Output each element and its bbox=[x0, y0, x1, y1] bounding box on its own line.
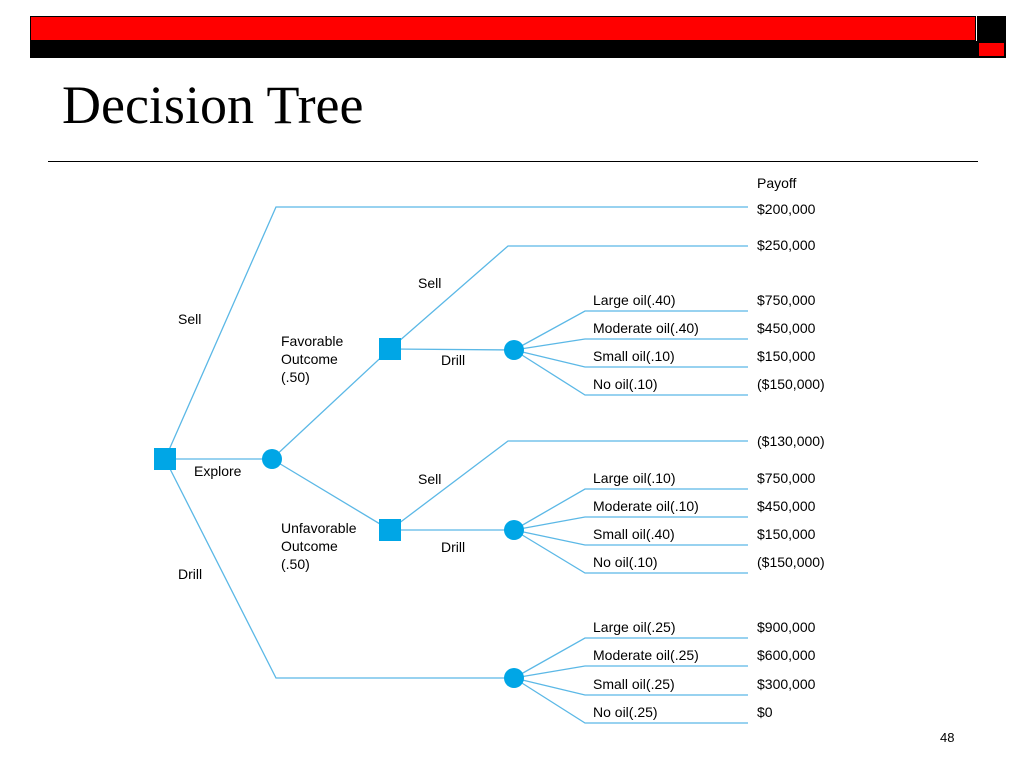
explore-chance-node bbox=[262, 449, 282, 469]
favorable-sell-label: Sell bbox=[418, 275, 442, 291]
favorable-drill-outcome-label-0: Large oil(.40) bbox=[593, 292, 676, 308]
direct-drill-payoff-2: $300,000 bbox=[757, 676, 816, 692]
unfavorable-drill-outcome-label-0: Large oil(.10) bbox=[593, 470, 676, 486]
favorable-drill-outcome-label-1: Moderate oil(.40) bbox=[593, 320, 699, 336]
favorable-outcome-label: Favorable Outcome (.50) bbox=[281, 333, 344, 385]
unfavorable-outcome-label: Unfavorable Outcome (.50) bbox=[281, 520, 357, 572]
direct-drill-chance-node bbox=[504, 668, 524, 688]
direct-drill-outcome-label-0: Large oil(.25) bbox=[593, 619, 676, 635]
favorable-drill-payoff-0: $750,000 bbox=[757, 292, 816, 308]
unfavorable-drill-outcome-label-2: Small oil(.40) bbox=[593, 526, 675, 542]
unfavorable-drill-payoff-2: $150,000 bbox=[757, 526, 816, 542]
root-drill-label: Drill bbox=[178, 566, 203, 582]
unfavorable-drill-chance-node bbox=[504, 520, 524, 540]
edge-root-drill bbox=[165, 459, 514, 678]
unfavorable-drill-payoff-1: $450,000 bbox=[757, 498, 816, 514]
unfavorable-sell-payoff: ($130,000) bbox=[757, 433, 825, 449]
favorable-drill-chance-node bbox=[504, 340, 524, 360]
favorable-sell-payoff: $250,000 bbox=[757, 237, 816, 253]
unfavorable-drill-outcome-label-3: No oil(.10) bbox=[593, 554, 658, 570]
edge-favorable-drill bbox=[390, 349, 514, 350]
favorable-drill-outcome-label-2: Small oil(.10) bbox=[593, 348, 675, 364]
unfavorable-drill-outcome-label-1: Moderate oil(.10) bbox=[593, 498, 699, 514]
unfavorable-drill-payoff-0: $750,000 bbox=[757, 470, 816, 486]
direct-drill-payoff-3: $0 bbox=[757, 704, 773, 720]
root-sell-payoff: $200,000 bbox=[757, 201, 816, 217]
unfavorable-drill-label: Drill bbox=[441, 539, 466, 555]
unfavorable-decision-node bbox=[379, 519, 401, 541]
unfavorable-drill-payoff-3: ($150,000) bbox=[757, 554, 825, 570]
favorable-drill-label: Drill bbox=[441, 352, 466, 368]
favorable-decision-node bbox=[379, 338, 401, 360]
root-decision-node bbox=[154, 448, 176, 470]
root-explore-label: Explore bbox=[194, 463, 242, 479]
tree-edges bbox=[165, 207, 748, 723]
direct-drill-outcome-label-3: No oil(.25) bbox=[593, 704, 658, 720]
slide-title: Decision Tree bbox=[62, 75, 364, 135]
unfavorable-sell-label: Sell bbox=[418, 471, 442, 487]
favorable-drill-payoff-2: $150,000 bbox=[757, 348, 816, 364]
direct-drill-payoff-1: $600,000 bbox=[757, 647, 816, 663]
payoff-header: Payoff bbox=[757, 175, 797, 191]
tree-nodes bbox=[154, 338, 524, 688]
page-number: 48 bbox=[940, 730, 955, 745]
favorable-drill-payoff-1: $450,000 bbox=[757, 320, 816, 336]
direct-drill-outcome-label-1: Moderate oil(.25) bbox=[593, 647, 699, 663]
favorable-drill-outcome-label-3: No oil(.10) bbox=[593, 376, 658, 392]
direct-drill-payoff-0: $900,000 bbox=[757, 619, 816, 635]
favorable-drill-payoff-3: ($150,000) bbox=[757, 376, 825, 392]
direct-drill-outcome-label-2: Small oil(.25) bbox=[593, 676, 675, 692]
root-sell-label: Sell bbox=[178, 311, 202, 327]
